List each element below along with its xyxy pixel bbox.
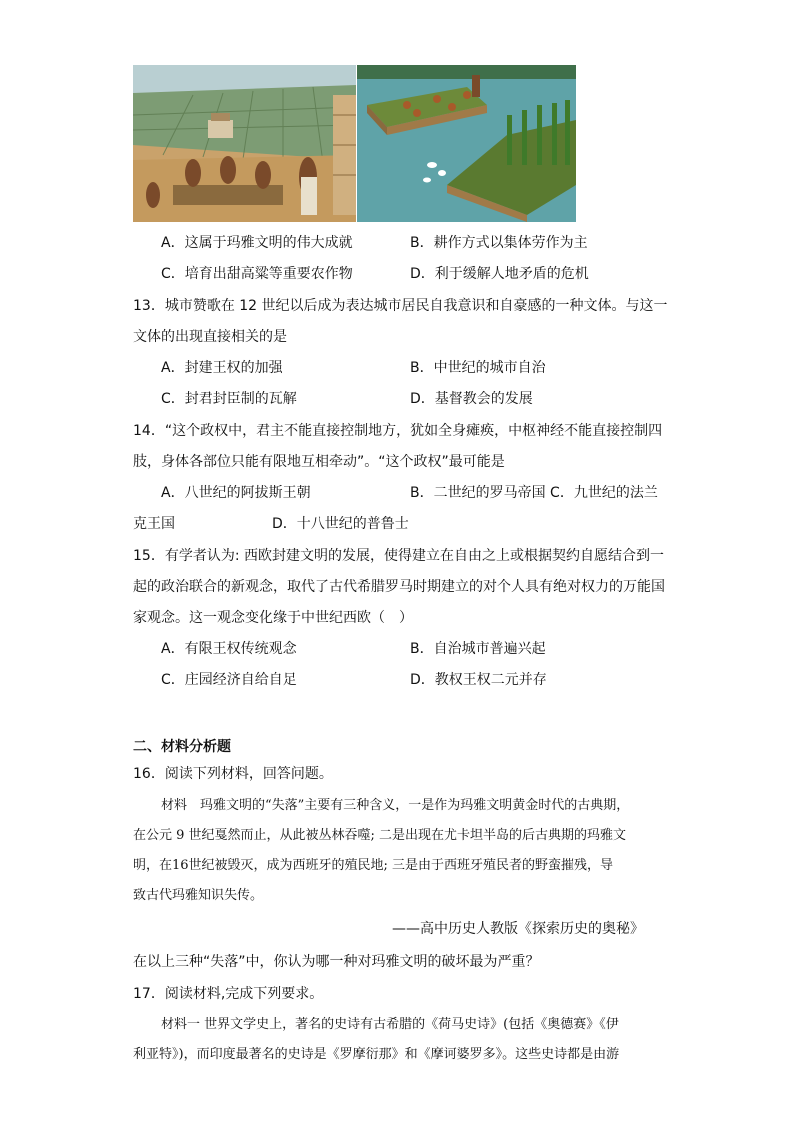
q17-material-line2: 利亚特》)，而印度最著名的史诗是《罗摩衍那》和《摩诃婆罗多》。这些史诗都是由游 <box>133 1047 620 1062</box>
q16-stem: 16．阅读下列材料，回答问题。 <box>133 766 333 782</box>
q12-option-d[interactable]: D．利于缓解人地矛盾的危机 <box>410 266 589 282</box>
q15-option-a[interactable]: A．有限王权传统观念 <box>161 641 297 657</box>
q16-material-line2: 在公元 9 世纪戛然而止，从此被丛林吞噬; 二是出现在尤卡坦半岛的后古典期的玛雅文 <box>133 828 627 843</box>
q17-material-line1: 材料一 世界文学史上，著名的史诗有古希腊的《荷马史诗》(包括《奥德赛》《伊 <box>161 1017 619 1032</box>
q15-option-c[interactable]: C．庄园经济自给自足 <box>161 672 297 688</box>
chinampa-painting-image <box>133 65 356 222</box>
section-title: 二、材料分析题 <box>133 739 231 755</box>
q12-option-a[interactable]: A．这属于玛雅文明的伟大成就 <box>161 235 353 251</box>
q13-option-d[interactable]: D．基督教会的发展 <box>410 391 533 407</box>
q15-option-d[interactable]: D．教权王权二元并存 <box>410 672 547 688</box>
q16-question: 在以上三种“失落”中，你认为哪一种对玛雅文明的破坏最为严重？ <box>133 954 540 970</box>
q12-option-b[interactable]: B．耕作方式以集体劳作为主 <box>410 235 588 251</box>
q14-stem-line2: 肢，身体各部位只能有限地互相牵动”。“这个政权”最可能是 <box>133 454 505 470</box>
q14-stem-line1: 14．“这个政权中，君主不能直接控制地方，犹如全身瘫痪，中枢神经不能直接控制四 <box>133 423 663 439</box>
q15-stem-line3: 家观念。这一观念变化缘于中世纪西欧（ ） <box>133 610 413 626</box>
q13-option-b[interactable]: B．中世纪的城市自治 <box>410 360 546 376</box>
q15-stem-line2: 起的政治联合的新观念，取代了古代希腊罗马时期建立的对个人具有绝对权力的万能国 <box>133 579 665 595</box>
q16-material-line4: 致古代玛雅知识失传。 <box>133 888 264 903</box>
q14-option-a[interactable]: A．八世纪的阿拔斯王朝 <box>161 485 311 501</box>
q15-option-b[interactable]: B．自治城市普遍兴起 <box>410 641 546 657</box>
q13-option-c[interactable]: C．封君封臣制的瓦解 <box>161 391 297 407</box>
q14-option-c-continued[interactable]: 克王国 <box>133 516 175 532</box>
q16-source: ——高中历史人教版《探索历史的奥秘》 <box>392 921 644 937</box>
q16-material-line1: 材料 玛雅文明的“失落”主要有三种含义，一是作为玛雅文明黄金时代的古典期， <box>161 798 630 813</box>
chinampa-model-svg <box>357 65 576 222</box>
chinampa-model-image <box>357 65 576 222</box>
chinampa-painting-svg <box>133 65 356 222</box>
q14-option-d[interactable]: D．十八世纪的普鲁士 <box>272 516 409 532</box>
q17-stem: 17．阅读材料,完成下列要求。 <box>133 986 324 1002</box>
q14-option-bc[interactable]: B．二世纪的罗马帝国 C．九世纪的法兰 <box>410 485 658 501</box>
q16-material-line3: 明，在16世纪被毁灭，成为西班牙的殖民地; 三是由于西班牙殖民者的野蛮摧残，导 <box>133 858 614 873</box>
q13-option-a[interactable]: A．封建王权的加强 <box>161 360 283 376</box>
q12-option-c[interactable]: C．培育出甜高粱等重要农作物 <box>161 266 353 282</box>
q13-stem-line1: 13．城市赞歌在 12 世纪以后成为表达城市居民自我意识和自豪感的一种文体。与这一 <box>133 298 668 314</box>
q15-stem-line1: 15．有学者认为: 西欧封建文明的发展，使得建立在自由之上或根据契约自愿结合到一 <box>133 548 664 564</box>
q13-stem-line2: 文体的出现直接相关的是 <box>133 329 287 345</box>
